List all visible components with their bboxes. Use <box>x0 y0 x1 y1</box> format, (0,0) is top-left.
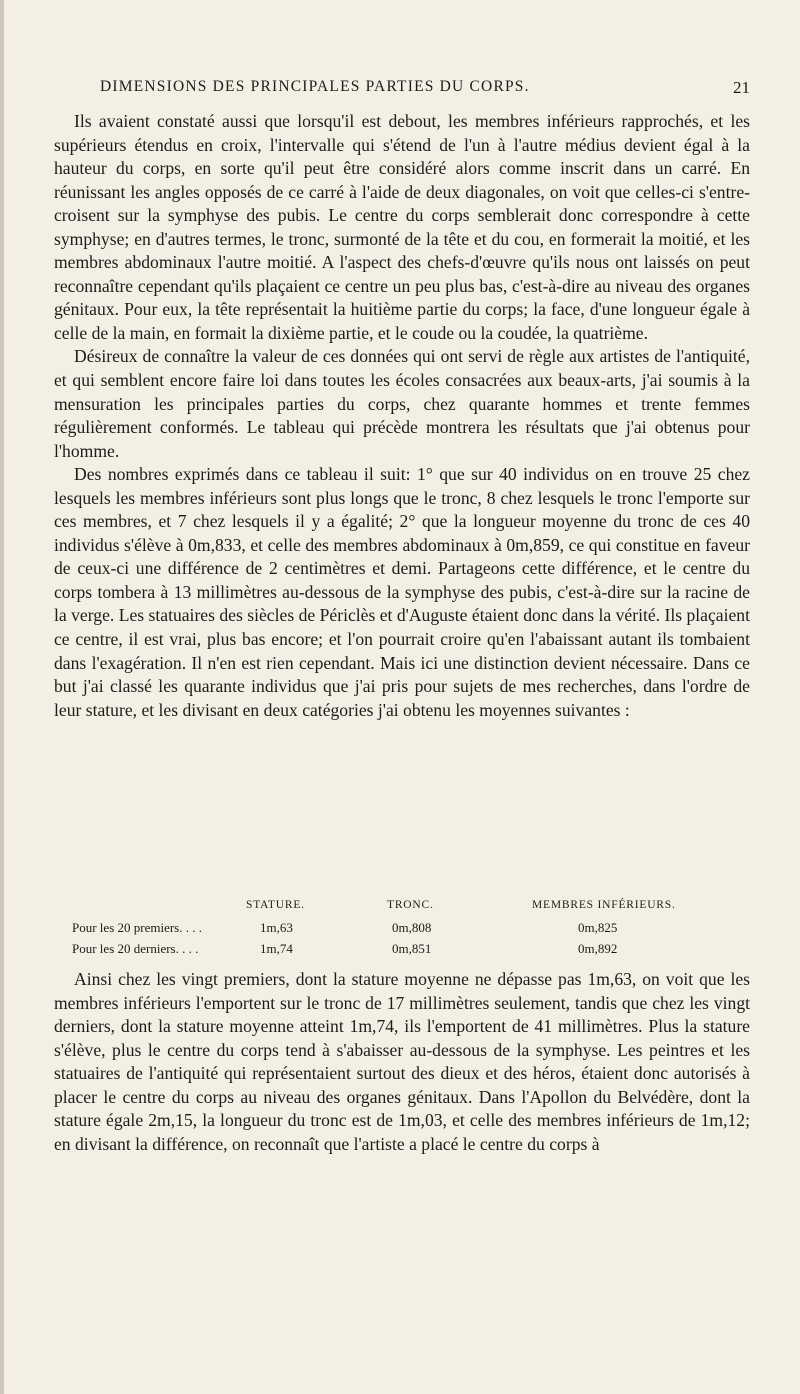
membres-value: 0m,892 <box>578 941 618 956</box>
closing-text <box>54 968 750 1156</box>
running-head <box>0 78 800 104</box>
page-number: 21 <box>733 78 750 97</box>
paragraph-3: Des nombres exprimés dans ce tableau il suit: 1° que sur 40 individus on en trouve 25 chez lesquels les membres inférieurs sont plus longs que le tronc, 8 chez lesquels le tronc l'emporte sur ces membres, et 7 chez lesquels il y a égalité; 2° que la longueur moyenne du tronc de ces 40 individus s'élève à 0m,833, et celle des membres abdominaux à 0m,859, ce qui constitue en faveur de ceux-ci une différence de 2 centimètres et demi. Partageons cette différence, et le centre du corps tombera à 13 millimètres au-dessous de la symphyse des pubis, c'est-à-dire sur la racine de la verge. Les statuaires des siècles de Périclès et d'Auguste étaient donc dans la vérité. Ils plaçaient ce centre, il est vrai, plus bas encore; et l'on pourrait croire qu'en l'abaissant autant ils tombaient dans l'exagération. Il n'en est rien cependant. Mais ici une distinction devient nécessaire. Dans ce but j'ai classé les quarante individus que j'ai pris pour sujets de mes recherches, dans l'ordre de leur stature, et les divisant en deux catégories j'ai obtenu les moyennes suivantes : <box>54 464 750 720</box>
header-tronc: TRONC. <box>387 899 434 911</box>
body-text <box>54 110 750 722</box>
tronc-value: 0m,851 <box>392 941 432 956</box>
table-row <box>54 920 750 940</box>
row-label: Pour les 20 premiers. . . . <box>72 920 202 935</box>
header-stature: STATURE. <box>246 899 305 911</box>
stature-value: 1m,74 <box>260 941 293 956</box>
header-membres: MEMBRES INFÉRIEURS. <box>532 899 676 911</box>
paragraph-2: Désireux de connaître la valeur de ces données qui ont servi de règle aux artistes de l'antiquité, et qui semblent encore faire loi dans toutes les écoles consacrées aux beaux-arts, j'ai soumis à la mensuration les principales parties du corps, chez quarante hommes et trente femmes régulièrement conformés. Le tableau qui précède montrera les résultats que j'ai obtenus pour l'homme. <box>54 346 750 461</box>
paragraph-1: Ils avaient constaté aussi que lorsqu'il est debout, les membres inférieurs rapprochés, et les supérieurs étendus en croix, l'intervalle qui s'étend de l'un à l'autre médius devient égal à la hauteur du corps, en sorte qu'il peut être considéré alors comme inscrit dans un carré. En réunissant les angles opposés de ce carré à l'aide de deux diagonales, on voit que celles-ci s'entre-croisent sur la symphyse des pubis. Le centre du corps semblerait donc correspondre à cette symphyse; en d'autres termes, le tronc, surmonté de la tête et du cou, en formerait la moitié, et les membres abdominaux l'autre moitié. A l'aspect des chefs-d'œuvre qu'ils nous ont laissés on peut reconnaître cependant qu'ils plaçaient ce centre un peu plus bas, c'est-à-dire au niveau des organes génitaux. Pour eux, la tête représentait la huitième partie du corps; la face, d'une longueur égale à celle de la main, en formait la dixième partie, et le coude ou la coudée, la quatrième. <box>54 111 750 343</box>
tronc-value: 0m,808 <box>392 920 432 935</box>
running-title: DIMENSIONS DES PRINCIPALES PARTIES DU CORPS. <box>100 78 530 95</box>
row-label: Pour les 20 derniers. . . . <box>72 941 199 956</box>
membres-value: 0m,825 <box>578 920 618 935</box>
table-row <box>54 941 750 961</box>
page-edge <box>0 0 4 1394</box>
stature-value: 1m,63 <box>260 920 293 935</box>
paragraph-4: Ainsi chez les vingt premiers, dont la stature moyenne ne dépasse pas 1m,63, on voit que les membres inférieurs l'emportent sur le tronc de 17 millimètres seulement, tandis que chez les vingt derniers, dont la stature moyenne atteint 1m,74, ils l'emportent de 41 millimètres. Plus la stature s'élève, plus le centre du corps tend à s'abaisser au-dessous de la symphyse. Les peintres et les statuaires de l'antiquité qui représentaient surtout des dieux et des héros, étaient donc autorisés à placer le centre du corps au niveau des organes génitaux. Dans l'Apollon du Belvédère, dont la stature égale 2m,15, la longueur du tronc est de 1m,03, et celle des membres inférieurs de 1m,12; en divisant la différence, on reconnaît que l'artiste a placé le centre du corps à <box>54 969 750 1154</box>
